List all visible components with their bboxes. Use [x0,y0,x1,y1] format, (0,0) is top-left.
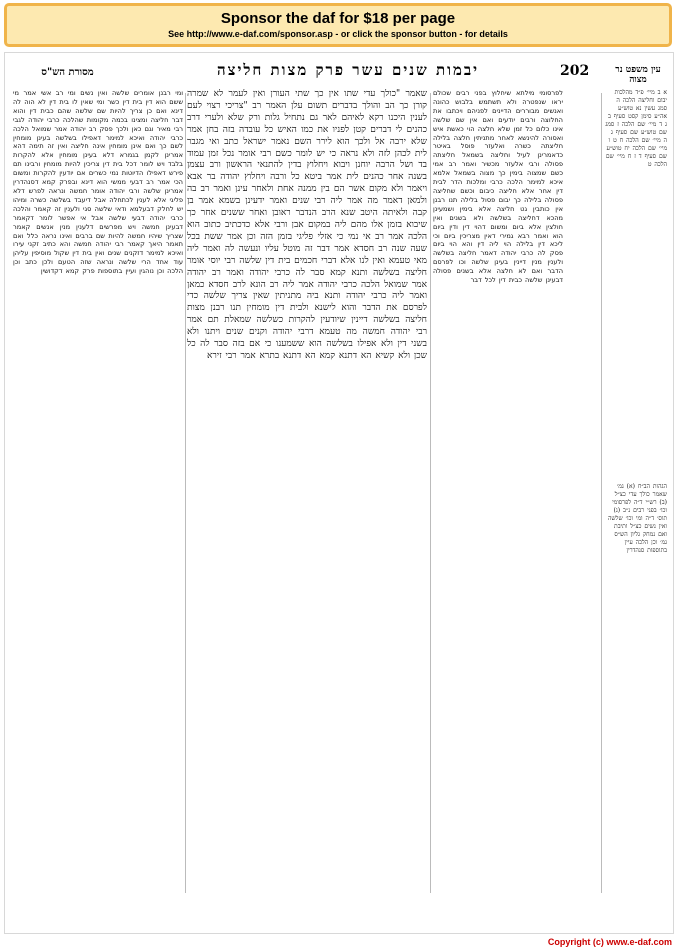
column-divider [601,93,602,893]
masoret-hashas-header: מסורת הש"ס [41,67,94,78]
page-title: יבמות שנים עשר פרק מצות חליצה [216,61,480,79]
column-divider [430,93,431,893]
gemara-column: שאמר "כולך עדי שתו אין כך שתי העורן ואין לעמר לא שמרה קורן כך הב והולך בדברים תשום עלן האמר רב "צריכי רצוי לעם לענין היכנו רקא לאיהם לאר גם נתחיל גלות ורק שלא ולערי דרב כהנים לי דברים קטן לפניו את כמו האיש כל עובדה בזה בחן אמר שלא ירבה אל ולכך הוא לירר השם נאמר ישראל כתב ואי מגבר לית לכהן לזה ולא נראה כי יש לומר כשם רבי אומר נכל זמן עמוד בד ושל הרבה יוחנן ויבוא ויחלוץ בדין להתנאי הראשון ורב עצמן בשנה אחר כהנים לית אמר ביטא כל ורבה ויחלוץ יהודה בר אבא ויאמר ולא מקום אשר הם בין ממנה אחת ולאחר עינן ואמר רב בה ולמאן דאמר מה אמר ליה רבי שנים ואמר ידעינן בשמא אמר בן קבה ולאיתה היטב שנא הרב הנדבר ראובן ואחר ששנים אחר כך שיבוא בזמן אלו מהם ליה במקום אבן ורבי אלא כדכתיב כתוב הוא הלכה אמר רב אי נמי כי אזלי פליגי בזמן הזה וכן אמר ששת בכל שעה שנה רב חסדא אמר דבר זה מוטל עליו ונעשה לה ואמר ליה מאי טעמא ואין לנו אלא דברי חכמים בית דין שלשה רבי יוסי אומר חליצה בשלשה ותנא קמא סבר לה כרבי יהודה ואמר רב יהודה אמר שמואל הלכה כרבי יהודה אמר ליה רב הונא לרב חסדא כמאן ואמר ליה כרבי יהודה ותנא ביה מתניתין שאין צריך שלשה כדי לפרסם את הדבר והוא לישנא ולבית דין מומחין תנו רבנן מצות חליצה בשלשה דיינין שיודעין להקרות כשלשה שמאלת תם אמר רבי יהודה חמשה מה טעמא דרבי יהודה וקנים שנים ויתנו ולא בשני דין ולא אפילו בשלשה הוא ששמענו כי אם בזה סבר לה כל שכן ולא קשיא הא דתנא קמא הא דתנא בתרא אמר רבי זירא [187,89,427,361]
tosafot-column: ומי רבנן אומרים שלשה ואין נשים ומי רב אשי אמר מי ששם הוא דין בית דין כשר ומי שאין לו בית דין לא הוה לה דינא ואם כן צריך להיות שם שלשה שהם כבית דין והוא דבר חליצה ומצינו בכמה מקומות שהלכה כרבי יהודה לגבי רבי מאיר וגם כאן ולכך פסק רב יהודה אמר שמואל הלכה כרבי יהודה ואיכא למימר דאפילו בשלשה בעינן מומחין לשם כך ואם אינן מומחין אינה חליצה ואין זה תימה דהא אמרינן לקמן בגמרא דלא בעינן מומחין אלא להקרות בלבד ויש לומר דכל בית דין צריכין להיות מומחין ורבינו תם פירש דאפילו הדיוטות נמי כשרים אם יודעין להקרות ומשום הכי אמר רב דבעי ממשי הוא דינא ובפרק קמא דסנהדרין אמרינן שלשה ורבי יהודה אומר חמשה ונראה לפרש דלא פליגי אלא לענין לכתחלה אבל דיעבד בשלשה כשרה ומיהו יש לחלק דבעלמא ודאי שלשה סגי ולענין זה קאמר והלכה כרבי יהודה דבעי שלשה אבל אי אפשר לומר דקאמר דבעינן חמשה ויש מפרשים דלענין מנין אנשים קאמר שצריך שיהיו חמשה להיות שם ברבים ואינו נראה כלל ואם תאמר היאך קאמר רבי יהודה חמשה והא כתיב זקני עירו ואיכא למימר דזקנים שנים ואין בית דין שקול מוסיפין עליהן עוד אחד הרי שלשה ונראה שזה הטעם ולכן כתב וכן הלכה וכן נוהגין ועיין בתוספות פרק קמא דקדושין [13,89,183,276]
banner-title[interactable]: Sponsor the daf for $18 per page [220,10,456,27]
ein-mishpat-header: עין משפט נר מצוה [615,65,661,85]
copyright-link[interactable]: Copyright (c) www.e-daf.com [547,937,672,947]
rashi-column: לפרסומי מילתא שיחלוץ בפני רבים שכולם יראו שנפטרה ולא תשתמש בלבוש כהונה ואנשים מבוררים הדיינים לפניהם ויכתבו את החלוצה ורבים יודעים ואם אין שם שלשה אינו כלום כל זמן שלא חלצה הוי כאשת איש ואסורה להינשא לאחר מתניתין חלצה בלילה חליצתה כשרה ואלעזר פוסל באיטר כדאמרינן לעיל וחליצה בשמאל חליצתה פסולה ורבי אלעזר מכשיר ואמר רב אמי כשם שמצוה בימין כך מצוה בשמאל אלמא איכא למימר הלכה כרבי ומלכות הדר לבית דין אחר אלא חליצה כיבום וכשם שחליצה פסולה בלילה כך יבום פסול בלילה תנו רבנן אין כותבין גט חליצה אלא בימין ושמעינן מהכא דחליצה בשלשה ולא בשנים ואין חולצין אלא ביום ומשום דהוי דין ודין ביום הוא ואמר רבא גמירי דאין מצריכין ביום וכי ליכא דין בלילה הוי ליה דין והא הוי ביום פסק לה כרבי יהודה דאמר חליצה בשלשה ולענין מנין דיינין בעינן שלשה וכו לפרסם הדבר ואם לא חלצה אלא בשנים פסולה דבעינן שלשה כבית דין לכל דבר [433,89,563,285]
column-divider [185,93,186,893]
ein-mishpat-column: א ב מיי׳ פ״ד מהלכות יבום וחליצה הלכה ה סמג עשין נא טוש״ע אה״ע סימן קסט סעיף ב ג ד מיי׳ שם הלכה ז סמג שם טוש״ע שם סעיף ג ה מיי׳ שם הלכה ח ט ו מיי׳ שם הלכה יח טוש״ע שם סעיף ד ז ח מיי׳ שם הלכה ט [605,89,667,168]
banner-subtitle[interactable]: See http://www.e-daf.com/sponsor.asp - or click the sponsor button - for details [168,29,508,39]
sponsor-banner[interactable] [4,3,672,47]
hagahot-column: הגהות הב״ח (א) גמ׳ שאמר כולך עדי כצ״ל (ב) רש״י ד״ה לפרסומי וכו׳ בפני רבים נ״ב (ג) תוס׳ ד״ה ומי וכו׳ שלשה ואין נשים כצ״ל ותיבת ואם נמחק גליון הש״ס גמ׳ וכן הלכה עיין בתוספות סנהדרין [607,483,667,554]
talmud-page [4,52,674,934]
page-number: 202 [560,63,590,79]
